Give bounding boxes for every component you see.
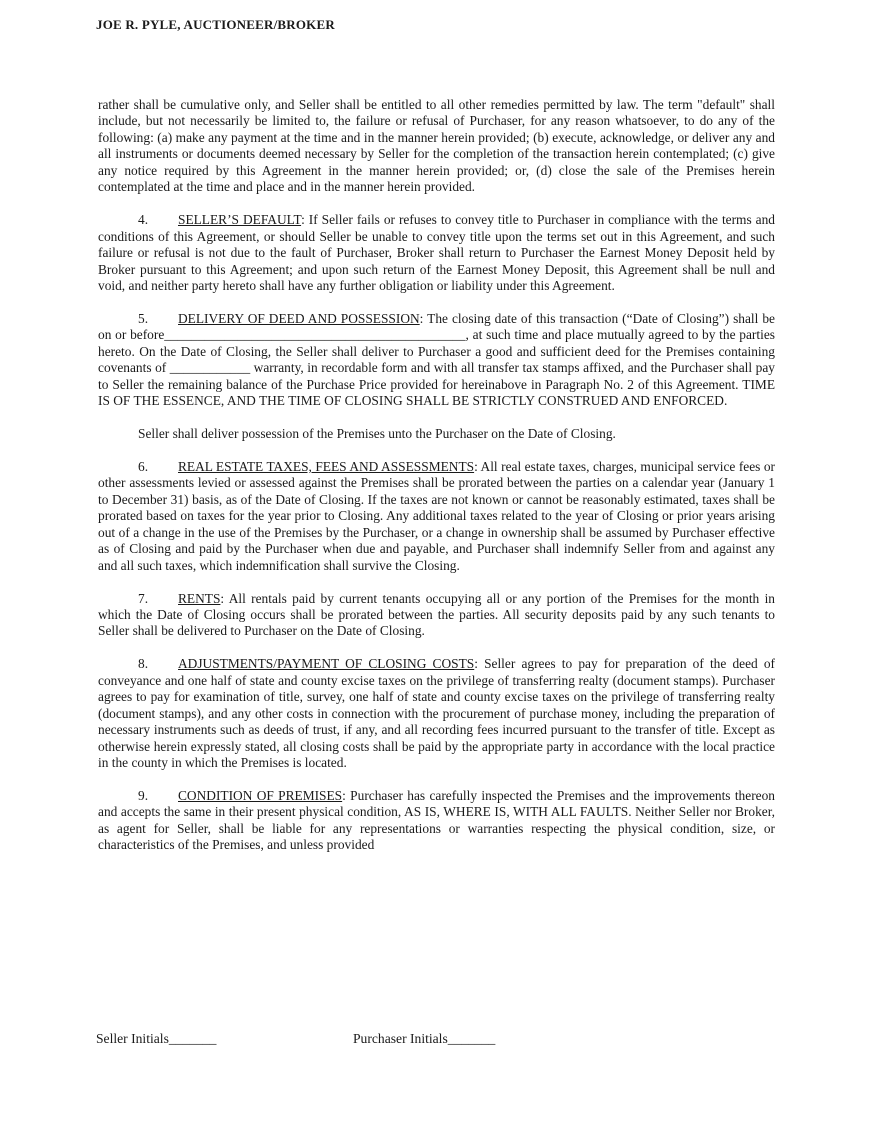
paragraph-heading: SELLER’S DEFAULT xyxy=(178,212,302,228)
purchaser-initials xyxy=(353,1031,495,1047)
paragraph-4-sellers-default xyxy=(98,212,775,294)
paragraph-8-closing-costs xyxy=(98,656,775,771)
paragraph-possession xyxy=(98,426,775,442)
paragraph-default-remedies xyxy=(98,97,775,196)
paragraph-body: Seller shall deliver possession of the Premises unto the Purchaser on the Date of Closing. xyxy=(138,426,616,442)
paragraph-body: : The closing date of this transaction (“Date of Closing”) shall be on or before_____________________________________________, at such time and place mutually agreed to by the parties hereto. On the Date of Closing, the Seller shall deliver to Purchaser a good and sufficient deed for the Premises containing covenants of ____________ warranty, in recordable form and with all transfer tax stamps affixed, and the Purchaser shall pay to Seller the remaining balance of the Purchase Price provided for hereinabove in Paragraph No. 2 of this Agreement. TIME IS OF THE ESSENCE, AND THE TIME OF CLOSING SHALL BE STRICTLY CONSTRUED AND ENFORCED. xyxy=(98,310,775,409)
paragraph-number: 9. xyxy=(138,787,149,803)
paragraph-heading: ADJUSTMENTS/PAYMENT OF CLOSING COSTS xyxy=(178,656,475,672)
paragraph-9-condition-of-premises xyxy=(98,788,775,854)
paragraph-number: 5. xyxy=(138,310,149,326)
paragraph-heading: RENTS xyxy=(178,590,221,606)
paragraph-number: 4. xyxy=(138,212,149,228)
paragraph-number: 7. xyxy=(138,590,149,606)
paragraph-body: : All real estate taxes, charges, municipal service fees or other assessments levied or assessed against the Premises shall be prorated between the parties on a calendar year (January 1 to December 31) basis, as of the Date of Closing. If the taxes are not known or cannot be reasonably estimated, taxes shall be prorated based on taxes for the year prior to Closing. Any additional taxes related to the year of Closing or prior years arising out of a change in the use of the Premises by the Purchaser, or a change in ownership shall be assumed by Purchaser effective as of Closing and paid by the Purchaser when due and payable, and Purchaser shall indemnify Seller from and against any and all such taxes, which indemnification shall survive the Closing. xyxy=(98,458,776,573)
paragraph-body: rather shall be cumulative only, and Seller shall be entitled to all other remedies permitted by law. The term "default" shall include, but not necessarily be limited to, the failure or refusal of Purchaser, for any reason whatsoever, to do any of the following: (a) make any payment at the time and in the manner herein provided; (b) execute, acknowledge, or deliver any and all instruments or documents deemed necessary by Seller for the completion of the transaction herein contemplated; (c) give any notice required by this Agreement in the manner herein provided; or, (d) close the sale of the Premises herein contemplated at the time and place and in the manner herein provided. xyxy=(98,97,775,195)
paragraph-7-rents xyxy=(98,591,775,640)
seller-initials-label: Seller Initials xyxy=(96,1031,169,1046)
paragraph-number: 8. xyxy=(138,656,149,672)
paragraph-body: : Seller agrees to pay for preparation of the deed of conveyance and one half of state and county excise taxes on the privilege of transferring realty (document stamps). Purchaser agrees to pay for examination of title, survey, one half of state and county excise taxes on the privilege of transferring realty (document stamps), and any other costs in connection with the procurement of purchase money, including the preparation of necessary instruments such as deeds of trust, if any, and all recording fees incurred pursuant to the transfer of title. Except as otherwise herein expressly stated, all closing costs shall be paid by the appropriate party in accordance with the local practice in the county in which the Premises is located. xyxy=(98,656,776,771)
document-body xyxy=(98,97,775,870)
paragraph-5-delivery-of-deed xyxy=(98,311,775,410)
document-header: JOE R. PYLE, AUCTIONEER/BROKER xyxy=(96,17,335,32)
paragraph-heading: CONDITION OF PREMISES xyxy=(178,787,343,803)
paragraph-heading: REAL ESTATE TAXES, FEES AND ASSESSMENTS xyxy=(178,458,475,474)
purchaser-initials-blank: _______ xyxy=(447,1031,496,1046)
paragraph-body: : All rentals paid by current tenants occupying all or any portion of the Premises for the month in which the Date of Closing occurs shall be prorated between the parties. All security deposits paid by any such tenants to Seller shall be delivered to Purchaser on the Date of Closing. xyxy=(98,590,775,639)
paragraph-body: : If Seller fails or refuses to convey title to Purchaser in compliance with the terms and conditions of this Agreement, or should Seller be unable to convey title upon the terms set out in this Agreement, and such failure or refusal is not due to the fault of Purchaser, Broker shall return to Purchaser the Earnest Money Deposit held by Broker pursuant to this Agreement; and upon such return of the Earnest Money Deposit, this Agreement shall be null and void, and neither party hereto shall have any further obligation or liability under this Agreement. xyxy=(98,212,775,293)
paragraph-number: 6. xyxy=(138,458,149,474)
paragraph-heading: DELIVERY OF DEED AND POSSESSION xyxy=(178,310,420,326)
seller-initials xyxy=(96,1031,216,1047)
seller-initials-blank: _______ xyxy=(168,1031,217,1046)
purchaser-initials-label: Purchaser Initials xyxy=(353,1031,448,1046)
paragraph-6-real-estate-taxes xyxy=(98,459,775,574)
paragraph-body: : Purchaser has carefully inspected the Premises and the improvements thereon and accepts the same in their present physical condition, AS IS, WHERE IS, WITH ALL FAULTS. Neither Seller nor Broker, as agent for Seller, shall be liable for any representations or warranties respecting the physical condition, size, or characteristics of the Premises, and unless provided xyxy=(98,787,775,853)
